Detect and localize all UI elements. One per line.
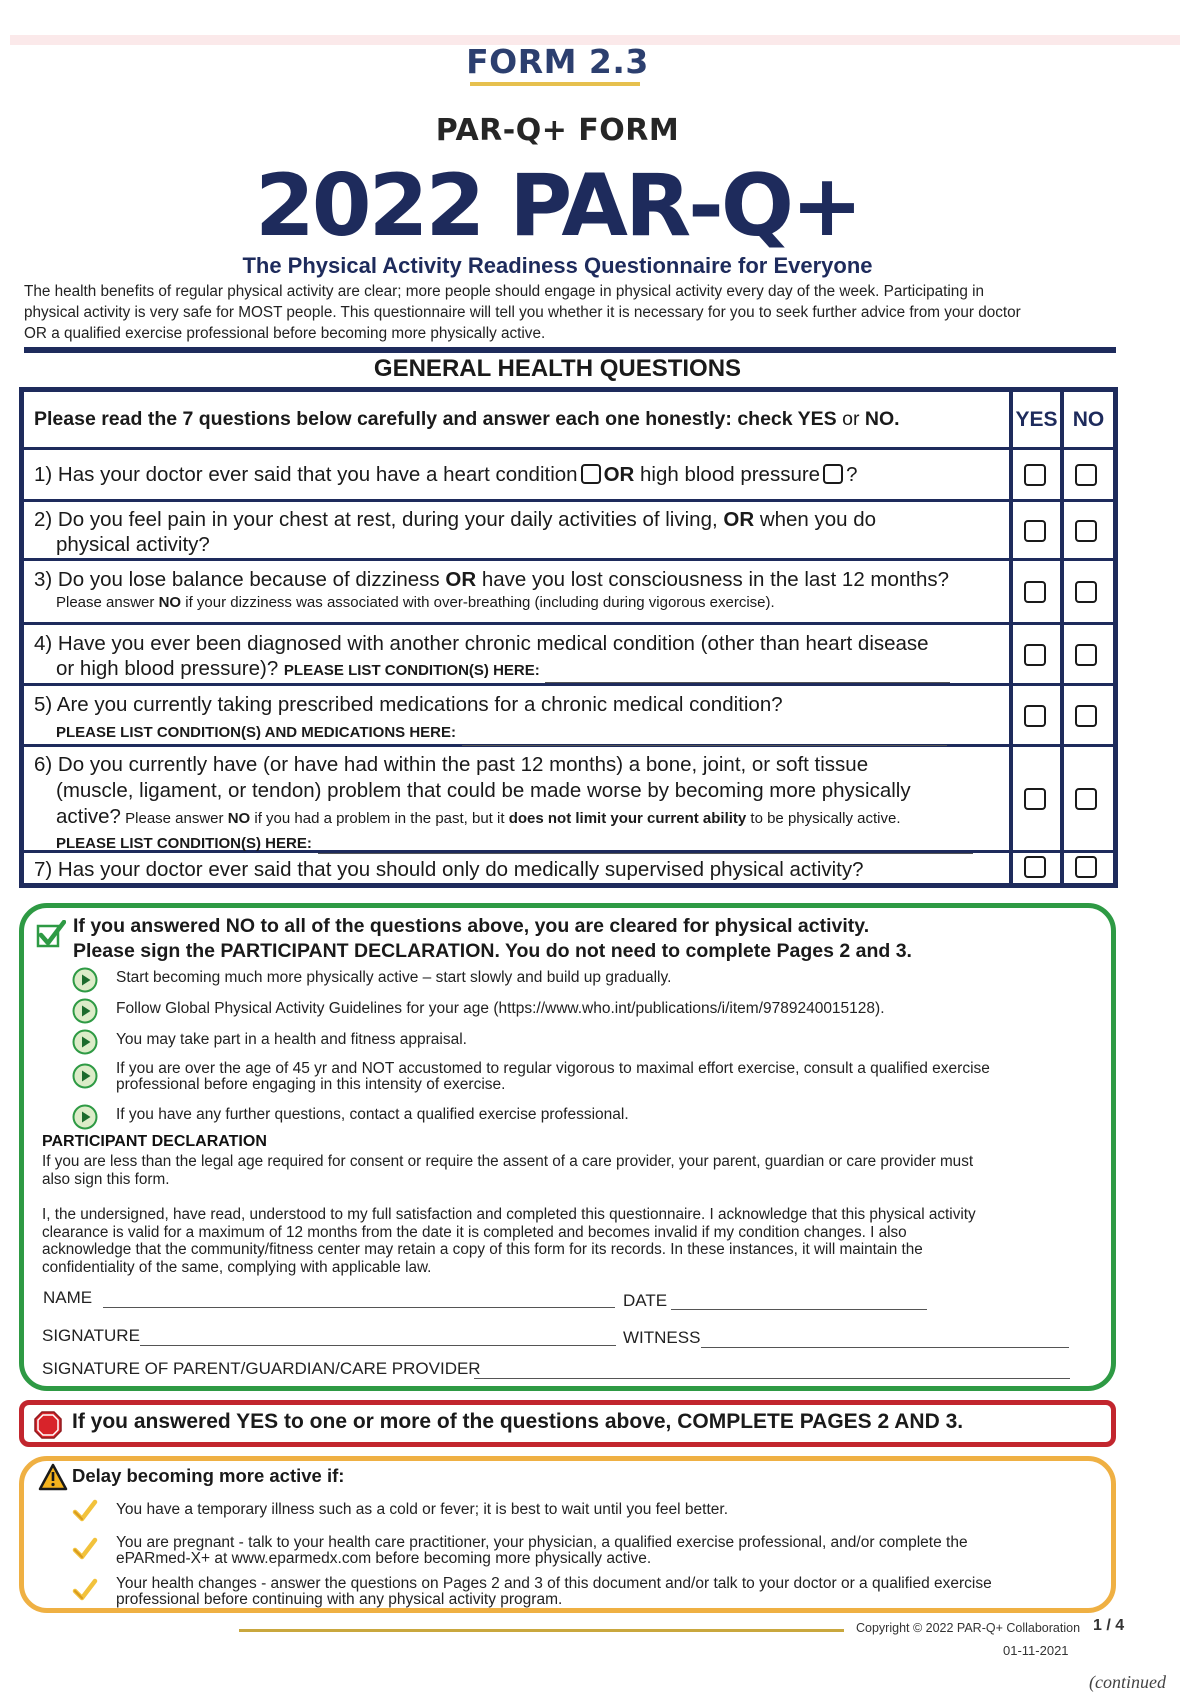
list-item [72,998,1112,1026]
q4-list-label: PLEASE LIST CONDITION(S) HERE: [283,662,540,679]
bullet-text [116,1061,1116,1093]
question-line: (muscle, ligament, or tendon) problem that could be made worse by becoming more physically [56,779,911,802]
q3-part: have you lost consciousness in the last 12 months? [481,568,950,591]
q3-no-checkbox[interactable] [1075,581,1097,603]
heart-condition-checkbox[interactable] [581,464,601,484]
bullet-text: You may take part in a health and fitness appraisal. [116,1031,467,1048]
question-line: 5) Are you currently taking prescribed medications for a chronic medical condition? [34,693,783,716]
q2-or: OR [723,508,755,531]
intro-line: The health benefits of regular physical activity are clear; more people should engage in physical activity every day of the week. Participating in [24,283,984,300]
list-item [72,1060,1112,1099]
q2-part: 2) Do you feel pain in your chest at rest, during your daily activities of living, [34,508,718,531]
parent-signature-label: SIGNATURE OF PARENT/GUARDIAN/CARE PROVIDER [42,1359,481,1378]
instruction-text [34,407,1019,432]
q1-yes-checkbox[interactable] [1024,464,1046,486]
declaration-line: also sign this form. [42,1170,170,1188]
bullet-line: If you are over the age of 45 yr and NOT accustomed to regular vigorous to maximal effort exercise, consult a qualified exercise [116,1060,990,1077]
q3-note-part: if your dizziness was associated with over-breathing (including during vigorous exercise). [181,594,775,611]
question-row-7 [24,853,1113,883]
footer-rule [239,1629,844,1632]
question-line [34,832,1019,854]
checkmark-icon [72,1536,98,1562]
question-text [34,631,1019,683]
q1-no-checkbox[interactable] [1075,464,1097,486]
declaration-paragraph [42,1206,1092,1276]
q3-note-part: Please answer [56,594,159,611]
bullet-line: professional before engaging in this intensity of exercise. [116,1076,506,1093]
declaration-line: clearance is valid for a maximum of 12 months from the date it is completed and becomes invalid if my condition changes. I also [42,1223,907,1241]
question-row-1 [24,450,1113,502]
intro-line: physical activity is very safe for MOST people. This questionnaire will tell you whether it is necessary for you to seek further advice from your doctor [24,304,1021,321]
play-icon [72,1063,98,1089]
q6-list-label: PLEASE LIST CONDITION(S) HERE: [56,835,312,852]
q4-part: or high blood pressure)? [56,657,279,680]
instruction-or: or [842,408,860,430]
question-text: 7) Has your doctor ever said that you should only do medically supervised physical activity? [34,858,864,881]
q6-conditions-field[interactable] [318,838,973,854]
intro-line: OR a qualified exercise professional before becoming more physically active. [24,325,546,342]
question-row-5 [24,686,1113,747]
q2-part: when you do [759,508,877,531]
bullet-line: Your health changes - answer the questions on Pages 2 and 3 of this document and/or talk to your doctor or a qualified exercise [116,1575,992,1592]
name-field[interactable] [103,1307,615,1308]
list-item [72,1029,1112,1057]
declaration-line: confidentiality of the same, complying with applicable law. [42,1258,432,1276]
section-rule [24,347,1116,353]
list-item [72,967,1112,995]
stop-icon [33,1410,63,1440]
questions-table [19,387,1118,888]
bullet-line: professional before continuing with any physical activity program. [116,1590,563,1608]
q4-no-checkbox[interactable] [1075,644,1097,666]
declaration-line: If you are less than the legal age required for consent or require the assent of a care provider, your parent, guardian or care provider must [42,1153,974,1170]
q2-yes-checkbox[interactable] [1024,520,1046,542]
bullet-text: You have a temporary illness such as a cold or fever; it is best to wait until you feel better. [116,1501,729,1518]
q2-no-checkbox[interactable] [1075,520,1097,542]
question-line [34,567,1019,592]
bullet-text [116,1535,1106,1566]
question-line [34,804,1019,832]
bullet-line: You are pregnant - talk to your health care practitioner, your physician, a qualified exercise professional, and/or complete the [116,1534,968,1551]
question-line [34,507,1019,532]
yes-column-header: YES [1015,408,1058,431]
q1-part: ? [846,463,858,486]
list-item [72,1531,1112,1567]
declaration-line: acknowledge that the community/fitness center may retain a copy of this form for its records. In these instances, it will maintain the [42,1241,923,1258]
list-item [72,1498,1112,1524]
table-header-row [24,392,1113,450]
signature-label: SIGNATURE [42,1326,140,1345]
declaration-paragraph [42,1153,1092,1188]
list-item [72,1572,1112,1608]
play-icon [72,1104,98,1130]
q5-list-label: PLEASE LIST CONDITION(S) AND MEDICATIONS HERE: [56,724,457,741]
signature-field[interactable] [140,1345,616,1346]
check-icon [36,920,66,950]
instruction-part: Please read the 7 questions below carefully and answer each one honestly: check YES [34,408,843,430]
play-icon [72,998,98,1024]
witness-field[interactable] [701,1347,1069,1348]
bullet-text: If you have any further questions, contact a qualified exercise professional. [116,1106,629,1123]
question-note [34,592,1019,614]
question-line [34,656,1019,683]
q5-medications-field[interactable] [462,730,947,746]
question-row-2 [24,502,1113,561]
date-label: DATE [623,1291,668,1310]
bullet-line: ePARmed-X+ at www.eparmedx.com before becoming more physically active. [116,1549,652,1567]
version-date: 01-11-2021 [1003,1643,1069,1658]
delay-heading: Delay becoming more active if: [72,1465,345,1486]
page-number: 1 / 4 [1093,1617,1125,1634]
name-label: NAME [43,1288,93,1307]
question-line [34,717,1019,746]
cleared-heading-line: Please sign the PARTICIPANT DECLARATION. You do not need to complete Pages 2 and 3. [73,940,912,962]
play-icon [72,967,98,993]
date-field[interactable] [671,1309,927,1310]
bullet-text: Follow Global Physical Activity Guidelines for your age (https://www.who.int/publications/i/item/9789240015128). [116,1000,885,1017]
q6-no-checkbox[interactable] [1075,788,1097,810]
question-text [34,752,1019,854]
bullet-text: Start becoming much more physically active – start slowly and build up gradually. [116,969,672,986]
yes-answer-text: If you answered YES to one or more of the questions above, COMPLETE PAGES 2 AND 3. [72,1410,964,1433]
question-row-3 [24,561,1113,625]
q6-note-part: to be physically active. [746,810,901,827]
play-icon [72,1029,98,1055]
cleared-heading [73,914,1093,964]
q7-no-checkbox[interactable] [1075,856,1097,878]
q6-part: active? [56,805,121,828]
question-line: physical activity? [56,533,210,556]
q6-note-no: NO [227,810,251,827]
form-number-underline [470,82,640,86]
warning-icon [38,1463,68,1491]
q5-yes-checkbox[interactable] [1024,705,1046,727]
copyright-text: Copyright © 2022 PAR-Q+ Collaboration [856,1621,1081,1635]
q6-note-part: Please answer [120,810,228,827]
question-line: 4) Have you ever been diagnosed with another chronic medical condition (other than heart disease [34,632,929,655]
blood-pressure-checkbox[interactable] [823,464,843,484]
bullet-text [116,1576,1106,1607]
q4-yes-checkbox[interactable] [1024,644,1046,666]
q4-conditions-field[interactable] [545,667,950,683]
no-column-header: NO [1072,408,1105,431]
intro-paragraph [24,281,1114,344]
list-item [72,1104,1112,1132]
q1-or: OR [603,463,635,486]
form-number: FORM 2.3 [466,42,649,81]
parent-signature-field[interactable] [474,1378,1070,1379]
declaration-line: I, the undersigned, have read, understood to my full satisfaction and completed this questionnaire. I acknowledge that this physical activity [42,1206,976,1223]
form-name: PAR-Q+ FORM [435,113,680,148]
q1-part: 1) Has your doctor ever said that you have a heart condition [34,463,578,486]
section-title: GENERAL HEALTH QUESTIONS [373,355,742,382]
cleared-heading-line: If you answered NO to all of the questions above, you are cleared for physical activity. [73,915,870,937]
subtitle: The Physical Activity Readiness Questionnaire for Everyone [242,253,873,278]
instruction-part: NO. [859,408,900,430]
question-text [34,507,1019,557]
q3-note-no: NO [158,594,182,611]
checkmark-icon [72,1577,98,1603]
q6-yes-checkbox[interactable] [1024,788,1046,810]
declaration-title: PARTICIPANT DECLARATION [42,1133,267,1150]
question-text [34,567,1019,614]
q7-yes-checkbox[interactable] [1024,856,1046,878]
q6-note-part: if you had a problem in the past, but it [250,810,509,827]
question-text [34,462,1019,487]
question-line: 6) Do you currently have (or have had within the past 12 months) a bone, joint, or soft tissue [34,753,869,776]
checkmark-icon [72,1498,98,1524]
q3-yes-checkbox[interactable] [1024,581,1046,603]
q6-note-bold: does not limit your current ability [508,810,747,827]
q1-part: high blood pressure [640,463,821,486]
q3-or: OR [445,568,477,591]
question-text [34,692,1019,746]
continued-note: (continued [1089,1672,1166,1692]
q3-part: 3) Do you lose balance because of dizziness [34,568,440,591]
question-row-4 [24,625,1113,686]
q5-no-checkbox[interactable] [1075,705,1097,727]
question-row-6 [24,747,1113,853]
witness-label: WITNESS [623,1328,701,1347]
page-title: 2022 PAR-Q+ [254,156,861,256]
